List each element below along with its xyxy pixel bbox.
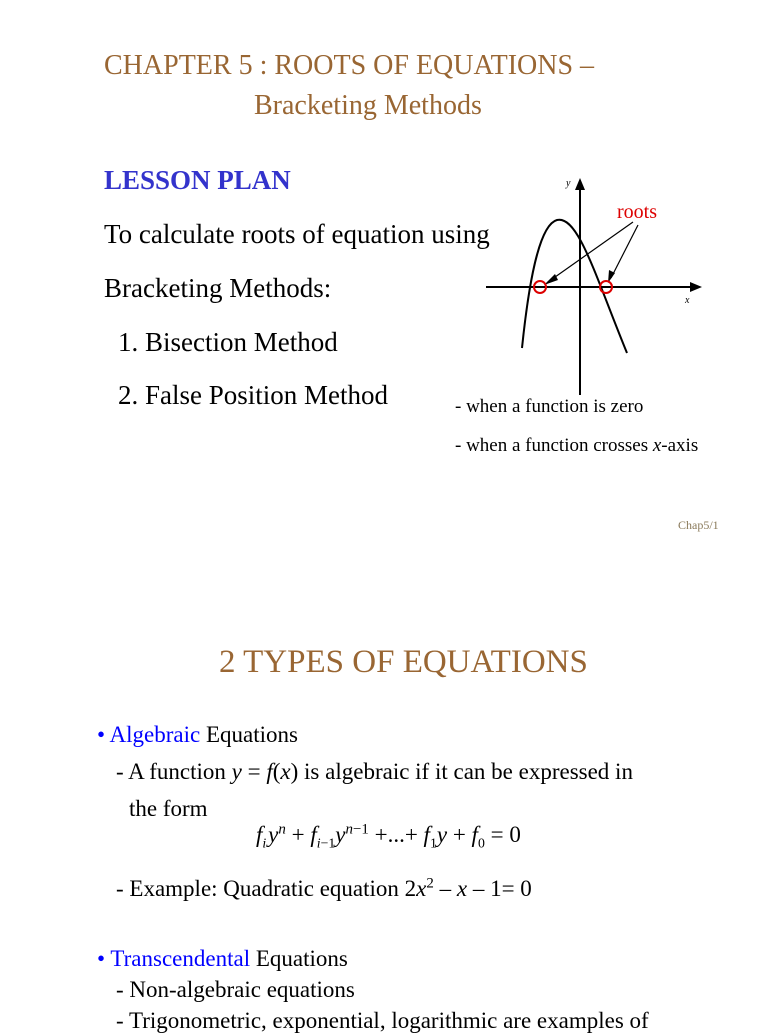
note-crosses-prefix: - when a function crosses <box>455 435 653 456</box>
algebraic-description-line1 <box>116 759 633 785</box>
example-minus: – <box>433 876 457 901</box>
root-arrow-left-head <box>544 274 558 285</box>
slide-title-line1: CHAPTER 5 : ROOTS OF EQUATIONS – <box>104 50 595 81</box>
body-line-1: To calculate roots of equation using <box>104 219 490 249</box>
transcendental-description-2: - Trigonometric, exponential, logarithmic are examples of <box>116 1008 649 1033</box>
root-arrow-left <box>548 222 633 282</box>
y-axis-arrow <box>575 178 585 190</box>
formula-visual: $f_i$ $y^n + f_{i-1}y^{n-1}$ +...+ $f_1y + f_0 = 0$ <box>256 821 521 851</box>
root-arrow-right <box>611 225 638 278</box>
alg-desc-y: y <box>231 759 242 784</box>
alg-desc-eq: = <box>241 759 267 784</box>
page-number: Chap5/1 <box>678 518 719 532</box>
alg-desc-rest: is algebraic if it can be expressed in <box>298 759 633 784</box>
transcendental-rest: Equations <box>250 946 348 971</box>
slide-title-line2: Bracketing Methods <box>254 90 482 121</box>
example-exponent: 2 <box>426 875 434 892</box>
alg-desc-x: x <box>280 759 291 784</box>
algebraic-general-form-formula <box>256 821 521 851</box>
example-prefix: - Example: Quadratic equation 2 <box>116 876 417 901</box>
list-item-bisection: 1. Bisection Method <box>118 327 338 357</box>
parabola-graph <box>470 170 710 400</box>
x-axis-arrow <box>690 282 702 292</box>
note-crosses-suffix: -axis <box>661 435 699 456</box>
y-axis-label: y <box>566 178 571 189</box>
example-quadratic <box>116 876 532 902</box>
algebraic-keyword: Algebraic <box>109 722 201 747</box>
lesson-plan-heading: LESSON PLAN <box>104 165 291 195</box>
body-line-2: Bracketing Methods: <box>104 273 332 303</box>
bullet-dot: • <box>97 722 106 747</box>
example-end: – 1= 0 <box>467 876 532 901</box>
example-x2: x <box>456 876 468 901</box>
bullet-dot: • <box>97 946 106 971</box>
list-item-false-position: 2. False Position Method <box>118 380 389 410</box>
transcendental-keyword: Transcendental <box>110 946 251 971</box>
algebraic-rest: Equations <box>200 722 298 747</box>
transcendental-description-1: - Non-algebraic equations <box>116 977 355 1002</box>
alg-desc-f: f <box>266 759 273 784</box>
bullet-algebraic <box>97 722 298 748</box>
alg-desc-open: ( <box>272 759 281 784</box>
alg-desc-text: - A function <box>116 759 232 784</box>
x-axis-label: x <box>685 295 690 306</box>
algebraic-description-line2: the form <box>129 796 208 821</box>
note-crosses-axis <box>455 435 698 457</box>
example-x: x <box>416 876 427 901</box>
roots-label: roots <box>617 201 657 223</box>
alg-desc-close: ) <box>290 759 299 784</box>
slide-2-title: 2 TYPES OF EQUATIONS <box>219 644 588 680</box>
bullet-transcendental <box>97 946 348 972</box>
note-function-zero: - when a function is zero <box>455 396 644 417</box>
note-crosses-var: x <box>652 435 662 456</box>
